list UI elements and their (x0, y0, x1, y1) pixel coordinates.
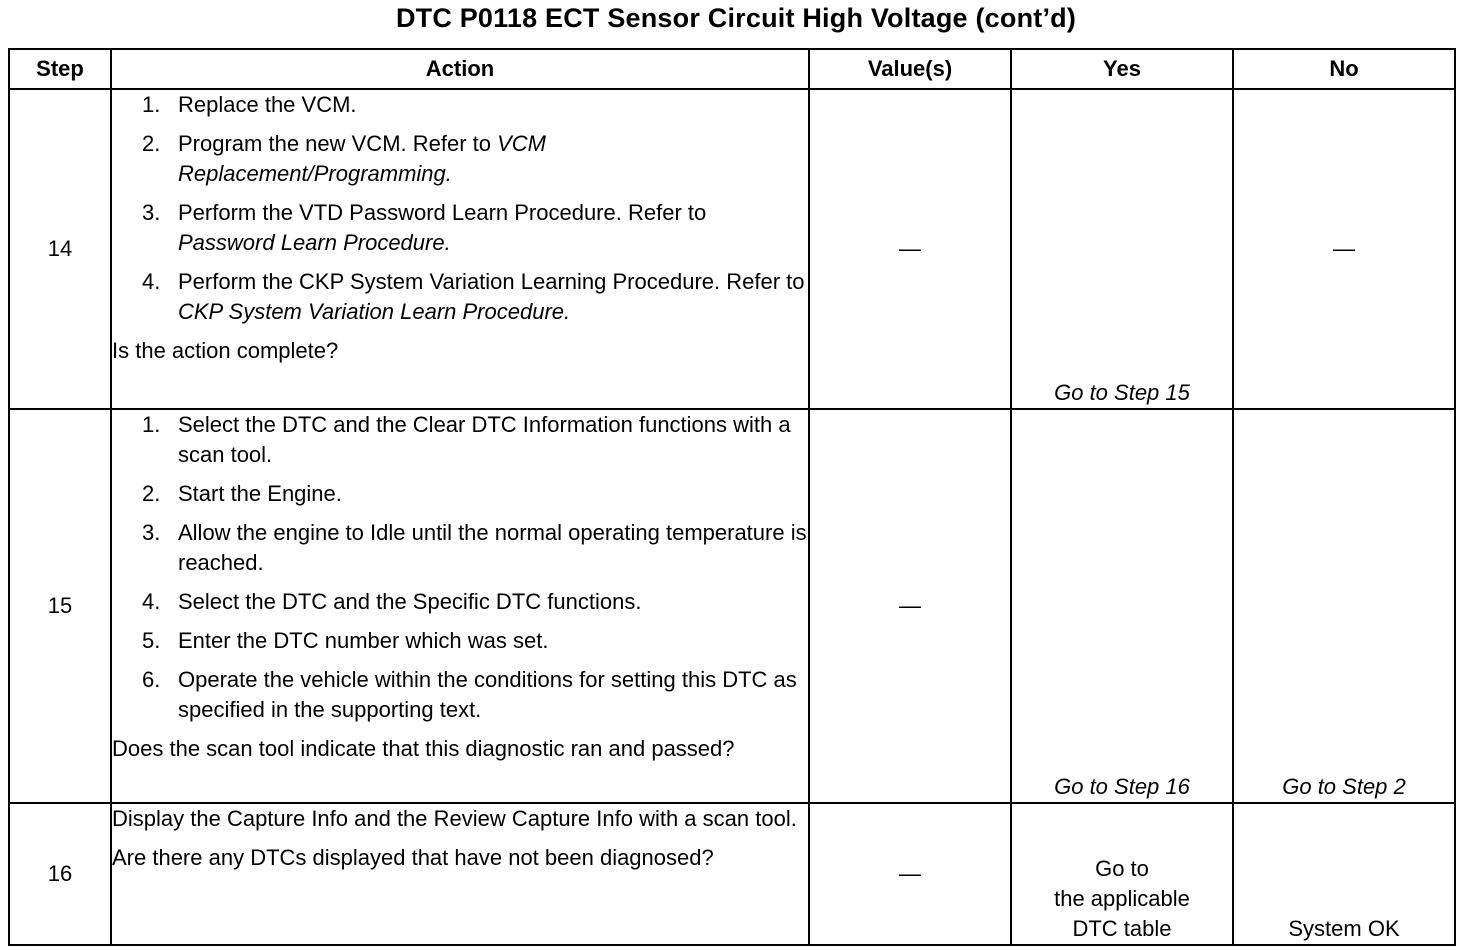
action-item (112, 587, 808, 617)
action-text: Start the Engine. (178, 481, 342, 506)
procedure-reference: Password Learn Procedure. (178, 230, 451, 255)
procedure-reference: CKP System Variation Learn Procedure. (178, 299, 571, 324)
action-number: 2. (142, 481, 161, 506)
action-text: Operate the vehicle within the conditions for setting this DTC as specified in the supporting text. (178, 667, 797, 722)
yes-outcome-line: DTC table (1072, 916, 1172, 941)
table-row (9, 803, 1455, 945)
no-outcome: Go to Step 2 (1233, 409, 1455, 803)
action-item (112, 479, 808, 509)
action-text: Perform the CKP System Variation Learning Procedure. Refer to (178, 269, 805, 294)
action-list (112, 410, 808, 725)
action-cell (111, 89, 809, 409)
table-row (9, 409, 1455, 803)
value-cell: — (809, 89, 1011, 409)
action-question: Is the action complete? (112, 338, 339, 363)
action-number: 6. (142, 667, 161, 692)
action-item (112, 90, 808, 120)
action-cell (111, 409, 809, 803)
action-text: Display the Capture Info and the Review Capture Info with a scan tool. (112, 806, 797, 831)
action-item (112, 198, 808, 258)
yes-outcome-line: Go to (1095, 856, 1149, 881)
action-text: Replace the VCM. (178, 92, 357, 117)
action-number: 1. (142, 412, 161, 437)
action-text: Select the DTC and the Specific DTC functions. (178, 589, 642, 614)
action-text: Perform the VTD Password Learn Procedure. Refer to (178, 200, 707, 225)
page-title: DTC P0118 ECT Sensor Circuit High Voltage (cont’d) (395, 3, 1077, 33)
action-text: Select the DTC and the Clear DTC Information functions with a scan tool. (178, 412, 791, 467)
action-item (112, 129, 808, 189)
action-text: Enter the DTC number which was set. (178, 628, 549, 653)
step-number: 16 (9, 803, 111, 945)
header-yes: Yes (1011, 49, 1233, 89)
action-item (112, 665, 808, 725)
action-question: Does the scan tool indicate that this diagnostic ran and passed? (112, 736, 735, 761)
action-cell (111, 803, 809, 945)
action-number: 4. (142, 589, 161, 614)
procedure-reference: VCM Replacement/Programming. (178, 131, 547, 186)
action-item (112, 518, 808, 578)
action-number: 3. (142, 520, 161, 545)
yes-outcome-line: the applicable (1054, 886, 1190, 911)
no-outcome: — (1233, 89, 1455, 409)
action-question: Are there any DTCs displayed that have not been diagnosed? (112, 845, 714, 870)
table-row (9, 89, 1455, 409)
action-item (112, 410, 808, 470)
yes-outcome: Go to Step 15 (1011, 89, 1233, 409)
no-outcome: System OK (1233, 803, 1455, 945)
action-number: 4. (142, 269, 161, 294)
action-number: 5. (142, 628, 161, 653)
action-text: Allow the engine to Idle until the normal operating temperature is reached. (178, 520, 807, 575)
header-step: Step (9, 49, 111, 89)
action-number: 3. (142, 200, 161, 225)
value-cell: — (809, 409, 1011, 803)
table-header-row (9, 49, 1455, 89)
action-list (112, 90, 808, 327)
action-number: 1. (142, 92, 161, 117)
header-values: Value(s) (809, 49, 1011, 89)
header-no: No (1233, 49, 1455, 89)
yes-outcome: Go to Step 16 (1011, 409, 1233, 803)
step-number: 14 (9, 89, 111, 409)
value-cell: — (809, 803, 1011, 945)
action-item (112, 626, 808, 656)
header-action: Action (111, 49, 809, 89)
action-number: 2. (142, 131, 161, 156)
diagnostic-table (8, 48, 1456, 946)
action-text: Program the new VCM. Refer to (178, 131, 498, 156)
yes-outcome (1011, 803, 1233, 945)
action-item (112, 267, 808, 327)
step-number: 15 (9, 409, 111, 803)
